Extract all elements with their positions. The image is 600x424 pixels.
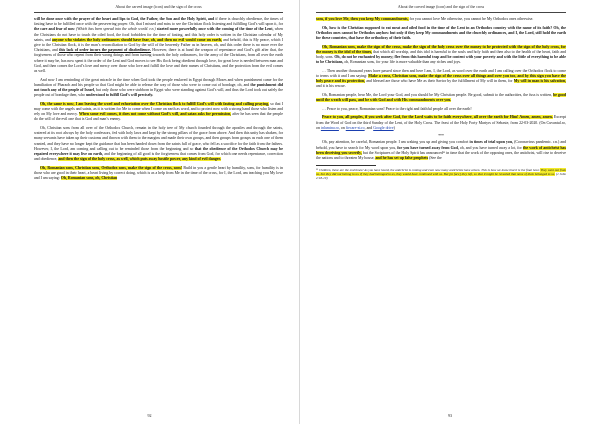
highlighted-text: anyone who violates the holy ordinances should have fear, oh, and then no evil would come on earth, xyxy=(51,37,222,42)
paragraph xyxy=(34,166,283,182)
paragraph xyxy=(34,78,283,99)
footnote-text: ¹¹ Children, these are the end times! As you have heard, the antichrist is coming and even now many antichrists have arisen. This is how we know that it is the final hour. xyxy=(316,167,540,172)
text: when the Christians do not have to touch the oiled food, the food forbidden for the time of fasting, and this holy order is written in the Christian calendar of My saints, and xyxy=(34,27,284,42)
bold-text: that the obedience of the Orthodox Church may be repaired everywhere it may live on earth, xyxy=(34,146,283,157)
text: Build in you a gentle heart by humility, sons, for humility is in those who are good in their heart, a heart living by correct doing, which is as a help from Me in the time of the cross, for I, the Lord, am teaching you My love and I am saying: xyxy=(34,165,283,181)
paragraph xyxy=(316,69,566,90)
text: and blessed are those who have Me as their Savior by the fulfillment of My will in them, for xyxy=(365,79,514,84)
section-divider: *** xyxy=(438,134,444,139)
bold-text: for you have turned away from God, xyxy=(397,145,459,150)
highlighted-text: this lack of order incurs the payment of disobedience. xyxy=(59,48,151,53)
highlighted-text: be good until the wrath will pass, and be with God and with His commandments over you. xyxy=(316,93,566,103)
text: oh, and you have turned away a lot, for xyxy=(458,145,523,150)
text: that which all worship, and this idol is harmful to the souls and holy faith and then also to the health of the heart, faith and body, sons. xyxy=(316,49,566,59)
highlighted-text: Make a cross, Christian sons, make the sign of the cross over all things and over you too, and by this sign you have the holy peace and its protection, xyxy=(316,74,566,84)
text: However, there is at hand the weapon of repentance and God’s gift after that, the forgiveness of those who repent from their wrong doings and from turning towards the holy ordinances, for the army of the Christians, from all over the earth where it may be, has now spent it the order of the Lent and God moves to see His flock being obedient through love, for great love is needed between man and God, and then comes the Lord’s love and mercy over those who love and fulfill the love and their names of Christians, and the protection from the evil comes as well. xyxy=(34,48,283,74)
text: so that I may come with the angels and saints, as it is written for Me to come when I come on earth as word, and to protect now with a strong hand those who listen and rely on My love and mercy. xyxy=(34,101,283,117)
page-body xyxy=(34,13,283,181)
text: after he has seen that the people do the will of the evil one that is God and man’s enemy. xyxy=(34,112,283,122)
highlighted-text: and then the sign of the holy cross, as well, which puts away hostile power, any kind of evil danger. xyxy=(58,157,221,162)
paragraph xyxy=(34,126,283,162)
highlighted-text: Oh, Romanian sons, make the sign of the cross, make the sign of the holy cross over the money to be protected with the sign of the holy cross, for the money is the idol of the times, xyxy=(316,44,566,54)
paragraph xyxy=(34,102,283,123)
highlighted-text: Oh, Romanian sons, oh, Christian xyxy=(60,176,118,181)
page-body xyxy=(316,13,566,180)
text: but only those who were stubborn in Egypt who were standing against God’s will, and thus the Lord took out safely the people out of bondage then, who xyxy=(34,88,283,98)
highlighted-text: Oh, Romanian sons, Christian sons, Orthodox sons, make the sign of the cross, sons! xyxy=(40,165,183,170)
bold-text: started more powerfully once with the coming of the time of the Lent, xyxy=(156,27,274,32)
text: and the beginning of all good is the forgiveness that comes from God, for which one needs repentance, correction and obedience, xyxy=(34,152,283,162)
link-fiecare-zi[interactable]: fiecare-zi.ro xyxy=(345,125,365,130)
text: And now I am reminding of the great miracle in the time when God took the people enslaved in Egypt through Moses and when punishment came for the humiliation of Pharaoh and his people so that God might be able to release the way of those who were to come out of bondage, oh, and xyxy=(34,77,283,87)
text: Excerpt from the Word of God on the third Sunday of the Lent, of the Holy Cross. The feast of the Holy Forty Martyrs of Sebaste, from 22-03-2020. (On Cuvantul.ro, on xyxy=(316,115,566,130)
running-header: About the carved image (icon) and the sign of the cross xyxy=(316,2,566,13)
footnote-text: (1 John 2:18-19) xyxy=(316,171,567,181)
bold-text: the punishment did not touch any of the people of Israel, xyxy=(34,82,284,93)
link-google-drive[interactable]: Google drive xyxy=(373,125,394,130)
page-number: 93 xyxy=(448,413,452,418)
text: ) xyxy=(393,125,395,130)
paragraph xyxy=(316,115,566,131)
bold-text: in times of trial upon you, xyxy=(469,140,514,145)
highlighted-text: They went out from us, but they did not belong to us. If they had belonged to us, they would have continued with us. But [to face] they left, so that it might be revealed that none of them belonged to us. xyxy=(316,167,566,176)
paragraph xyxy=(316,107,566,112)
bold-text: Oh, how is the Christian supposed to eat meat and oiled food in the time of the Lent in an Orthodox country with the name of its faith? Oh, the Orthodox ones cannot be Orthodox anyhow but only if they keep My commandments and the churchly ordinances, and I, the Lord, still hold the earth for these countries, that have the orthodoxy of their faith. xyxy=(316,25,566,40)
text: and behold, this is My peace, which I give to the Christian flock, it is the man’s reconciliation to God by the will of the heavenly Father as in heaven, oh, and this order there is no more ever the Christians, and xyxy=(34,37,283,53)
text: … Then another thousand years have passed since then and here I am, I, the Lord, as word over the earth and I am calling over the Orthodox flock to come to terms with it and I am saying: xyxy=(316,68,566,78)
text: Oh, Romanian people, hear Me, the Lord your God, and you should be My Christian people. Be good, submit to the authorities, the fuss is written, xyxy=(322,93,554,97)
text: (See the xyxy=(428,156,442,160)
bold-text: Oh, do not be enchanted by money; flee from this harmful trap and be content with your poverty and with the little of everything to be able to be Christians, xyxy=(316,55,566,65)
text: , on xyxy=(338,125,346,130)
highlighted-text: understood to fulfill God’s will precisely. xyxy=(85,93,154,98)
running-header: About the carved image (icon) and the sign of the cross xyxy=(34,2,283,13)
paragraph xyxy=(316,140,566,161)
text: but the Scriptures of the Holy Spirit has announced¹¹ in time that the work of the opposing ones, the antichrist, will rise to deceive the nations and to threaten My house, xyxy=(316,150,566,160)
highlighted-text: and he has set up false prophets xyxy=(375,156,429,160)
text: if there is churchly obedience, the times of fasting have to be fulfilled once with the persevering prayer. Oh, that I missed and miss to see the Christian flock listening and fulfilling God’s will upon it, for xyxy=(34,17,283,27)
text: , and xyxy=(364,125,374,130)
right-page xyxy=(300,0,600,424)
highlighted-text: Peace to you, all peoples, if you seek after God, for the Lord waits to be faith everywhere, all over the earth for Him! Amen, amen, amen. xyxy=(322,115,553,120)
page-number: 92 xyxy=(147,413,152,418)
bold-text: the care and fear of now xyxy=(34,27,75,32)
footnote-separator xyxy=(316,165,376,166)
text: oh, Romanian sons, for your life is more valuable than any riches and joys. xyxy=(343,60,462,65)
paragraph xyxy=(316,93,566,103)
text: for you cannot love Me otherwise, you cannot be My Orthodox ones otherwise. xyxy=(408,17,534,21)
highlighted-text: the work of antichrist has been deceiving you secretly, xyxy=(316,145,566,155)
link-inlumina[interactable]: inlumina.ro xyxy=(320,125,339,130)
highlighted-text: sons, if you love Me, then you keep My commandments, xyxy=(316,17,409,21)
highlighted-text: Oh, the same is now, I am leaving the word and exhortation over the Christian flock to fulfill God’s will with fasting and calling praying, xyxy=(40,101,270,106)
text: … Peace to you, peace, Romanian sons! Peace to the right and faithful people all over the earth! xyxy=(322,106,472,111)
footnote xyxy=(316,168,566,181)
paragraph xyxy=(34,17,283,74)
paragraph xyxy=(316,45,566,66)
text: and it is his rescue. xyxy=(316,84,346,89)
highlighted-text: When some evil comes, it does not come without God’s will, and satan asks for permission, xyxy=(78,112,232,117)
paragraph xyxy=(316,17,566,22)
text: Oh, pay attention, be careful, Romanian people. I am waking you up and giving you comfort xyxy=(322,140,470,145)
text: (Coronavirus pandemic. r.n.) and behold, you have to search for My word upon you, xyxy=(316,140,566,150)
highlighted-text: My will in man is his salvation, xyxy=(513,79,566,84)
text: Oh, Christian sons from all over of the Orthodox Church, remain in the holy tree of My church founded through the apostles and through the saints, watered at its root always by the holy confessors, fed with holy laws and kept by the strong pillars of the grace from above. And then this unity has shaken, for many servants have taken up their customs and thrown with them to the margins and made their own groups, and then groups from groups as each one of them wanted, and they have no longer kept the guidance that has been handed down from the saints full of grace, who fell as a sacrifice for the faith from the fathers. However, I, the Lord, am coming and calling out to be reminded those from the beginning and so xyxy=(34,126,283,151)
note-text: (Which has been spread into the whole world. r.n.) xyxy=(74,27,157,32)
bold-text: will be done once with the prayer of the heart and lips to God, the Father, the Son and the Holy Spirit, and xyxy=(34,17,215,21)
paragraph xyxy=(316,26,566,42)
